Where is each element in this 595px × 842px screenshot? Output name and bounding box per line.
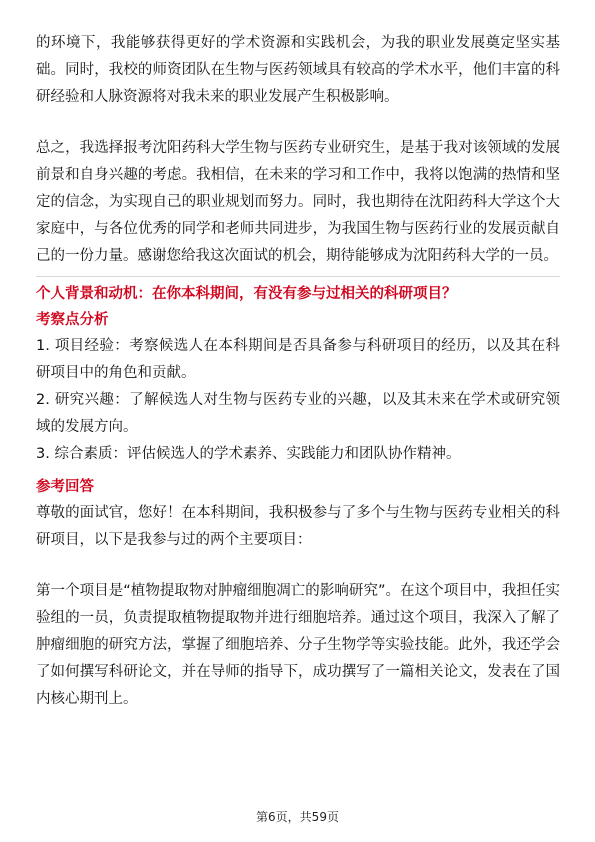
paragraph-gap — [36, 111, 560, 135]
answer-paragraph-1: 尊敬的面试官，您好！在本科期间，我积极参与了多个与生物与医药专业相关的科研项目，以下是我参与过的两个主要项目： — [36, 505, 560, 548]
section-divider — [36, 276, 560, 277]
answer-paragraph-2: 第一个项目是“植物提取物对肿瘤细胞凋亡的影响研究”。在这个项目中，我担任实验组的一员，负责提取植物提取物并进行细胞培养。通过这个项目，我深入了解了肿瘤细胞的研究方法，掌握了细胞培养、分子生物学等实验技能。此外，我还学会了如何撰写科研论文，并在导师的指导下，成功撰写了一篇相关论文，发表在了国内核心期刊上。 — [36, 583, 560, 707]
page-number-footer: 第6页，共59页 — [256, 810, 339, 824]
analysis-heading: 考察点分析 — [36, 312, 109, 328]
analysis-item-1: 1. 项目经验：考察候选人在本科期间是否具备参与科研项目的经历，以及其在科研项目中的角色和贡献。 — [36, 338, 560, 381]
analysis-item-2: 2. 研究兴趣：了解候选人对生物与医药专业的兴趣，以及其未来在学术或研究领域的发展方向。 — [36, 392, 560, 435]
answer-heading: 参考回答 — [36, 479, 94, 495]
analysis-item-3: 3. 综合素质：评估候选人的学术素养、实践能力和团队协作精神。 — [36, 446, 461, 462]
question-heading: 个人背景和动机：在你本科期间，有没有参与过相关的科研项目？ — [36, 286, 457, 302]
document-page — [36, 30, 560, 713]
paragraph-gap — [36, 554, 560, 578]
body-paragraph-1: 的环境下，我能够获得更好的学术资源和实践机会，为我的职业发展奠定坚实基础。同时，我校的师资团队在生物与医药领域具有较高的学术水平，他们丰富的科研经验和人脉资源将对我未来的职业发展产生积极影响。 — [36, 35, 560, 105]
body-paragraph-2: 总之，我选择报考沈阳药科大学生物与医药专业研究生，是基于我对该领域的发展前景和自身兴趣的考虑。我相信，在未来的学习和工作中，我将以饱满的热情和坚定的信念，为实现自己的职业规划而努力。同时，我也期待在沈阳药科大学这个大家庭中，与各位优秀的同学和老师共同进步，为我国生物与医药行业的发展贡献自己的一份力量。感谢您给我这次面试的机会，期待能够成为沈阳药科大学的一员。 — [36, 140, 560, 264]
